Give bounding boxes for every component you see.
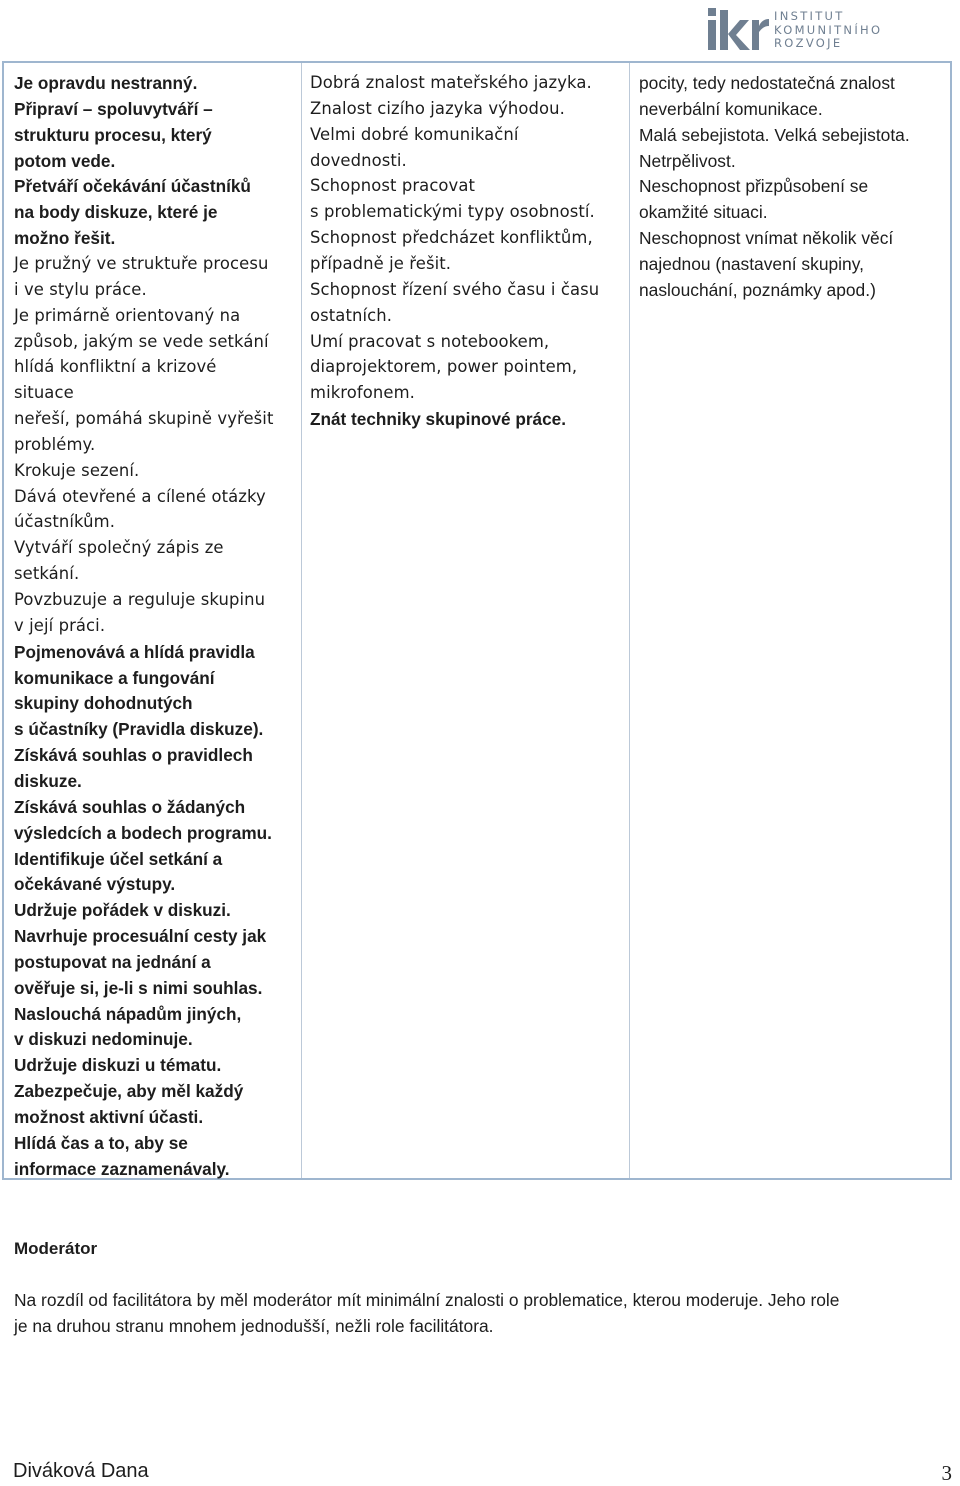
competence-table [2,61,952,1180]
table-cell-line: Neschopnost přizpůsobení se [639,176,869,197]
table-cell-line: způsob, jakým se vede setkání [14,331,269,351]
table-cell-line: diskuze. [14,770,82,791]
table-cell-line: pocity, tedy nedostatečná znalost [639,73,895,93]
logo-line-3: ROZVOJE [774,36,843,50]
table-cell-line: Pojmenovává a hlídá pravidla [14,641,255,662]
table-cell-line: výsledcích a bodech programu. [14,822,272,843]
table-cell-line: postupovat na jednání a [14,951,211,972]
paragraph-line: je na druhou stranu mnohem jednodušší, nežli role facilitátora. [14,1316,494,1336]
table-cell-line: komunikace a fungování [14,667,215,688]
table-cell-line: v její práci. [14,615,106,635]
table-cell-line: Schopnost řízení svého času i času [310,279,600,299]
table-cell-line: ověřuje si, je-li s nimi souhlas. [14,977,263,998]
table-cell-line: okamžité situaci. [639,202,768,223]
table-cell-line: Velmi dobré komunikační [310,124,519,144]
table-cell-line: i ve stylu práce. [14,279,147,299]
table-cell-line: naslouchání, poznámky apod.) [639,279,876,300]
table-cell-line: Získává souhlas o pravidlech [14,745,253,766]
table-cell-line: Schopnost předcházet konfliktům, [310,228,593,248]
logo-line-2: KOMUNITNÍHO [774,22,883,37]
table-cell-line: diaprojektorem, power pointem, [310,357,578,377]
table-cell-line: možno řešit. [14,228,116,249]
table-cell-line: v diskuzi nedominuje. [14,1029,193,1050]
table-cell-line: Zabezpečuje, aby měl každý [14,1081,244,1102]
table-cell-line: mikrofonem. [310,383,415,403]
table-cell-line: Je opravdu nestranný. [14,73,198,93]
footer-author: Diváková Dana [13,1460,149,1482]
table-cell-line: Dobrá znalost mateřského jazyka. [310,73,592,92]
logo-line-1: INSTITUT [774,9,845,23]
page-number: 3 [941,1461,952,1485]
table-cell-line: Netrpělivost. [639,150,736,171]
table-cell-line: Připraví – spoluvytváří – [14,98,213,119]
table-cell-line: Schopnost pracovat [310,176,476,196]
institute-logo [706,4,956,54]
table-cell-line: problémy. [14,434,96,454]
table-cell-line: setkání. [14,564,80,584]
table-cell-line: s problematickými typy osobností. [310,202,595,222]
table-column-weaknesses [630,63,950,1178]
table-cell-line: hlídá konfliktní a krizové [14,357,217,377]
table-cell-line: situace [14,383,74,403]
table-cell-line: ostatních. [310,305,393,325]
table-cell-line: Přetváří očekávání účastníků [14,176,251,197]
table-column-activities [4,63,302,1178]
table-cell-line: s účastníky (Pravidla diskuze). [14,719,264,740]
table-cell-line: Znát techniky skupinové práce. [310,409,566,430]
table-cell-line: Identifikuje účel setkání a [14,848,223,869]
table-cell-line: Malá sebejistota. Velká sebejistota. [639,124,910,145]
table-cell-line: Dává otevřené a cílené otázky [14,486,266,506]
table-cell-line: Je pružný ve struktuře procesu [14,253,269,273]
table-cell-line: dovednosti. [310,150,407,170]
table-cell-line: Získává souhlas o žádaných [14,796,246,817]
section-heading: Moderátor [14,1239,98,1258]
table-cell-line: účastníkům. [14,512,116,532]
table-cell-line: Hlídá čas a to, aby se [14,1132,188,1153]
table-cell-line: skupiny dohodnutých [14,693,193,714]
table-cell-line: Naslouchá nápadům jiných, [14,1003,242,1024]
table-cell-line: Umí pracovat s notebookem, [310,331,550,351]
table-cell-line: Udržuje pořádek v diskuzi. [14,900,231,921]
table-cell-line: Vytváří společný zápis ze [14,538,224,558]
table-cell-line: potom vede. [14,150,116,171]
table-cell-line: případně je řešit. [310,253,452,273]
table-column-skills [302,63,630,1178]
table-cell-line: neverbální komunikace. [639,98,823,119]
table-cell-line: Povzbuzuje a reguluje skupinu [14,590,266,609]
table-cell-line: možnost aktivní účasti. [14,1107,204,1127]
table-cell-line: najednou (nastavení skupiny, [639,253,864,274]
table-cell-line: neřeší, pomáhá skupině vyřešit [14,409,274,429]
table-cell-line: strukturu procesu, který [14,124,212,145]
table-cell-line: Znalost cizího jazyka výhodou. [310,98,565,118]
table-cell-line: informace zaznamenávaly. [14,1158,230,1179]
table-cell-line: Udržuje diskuzi u tématu. [14,1055,222,1076]
table-cell-line: Navrhuje procesuální cesty jak [14,926,267,947]
table-cell-line: Je primárně orientovaný na [14,305,241,325]
table-cell-line: Krokuje sezení. [14,460,140,480]
ikr-logo-mark [706,4,770,54]
paragraph-line: Na rozdíl od facilitátora by měl moderátor mít minimální znalosti o problematice, kterou moderuje. Jeho role [14,1290,840,1310]
logo-text [774,10,882,51]
table-cell-line: očekávané výstupy. [14,874,176,895]
table-cell-line: na body diskuze, které je [14,202,218,223]
table-cell-line: Neschopnost vnímat několik věcí [639,228,894,249]
